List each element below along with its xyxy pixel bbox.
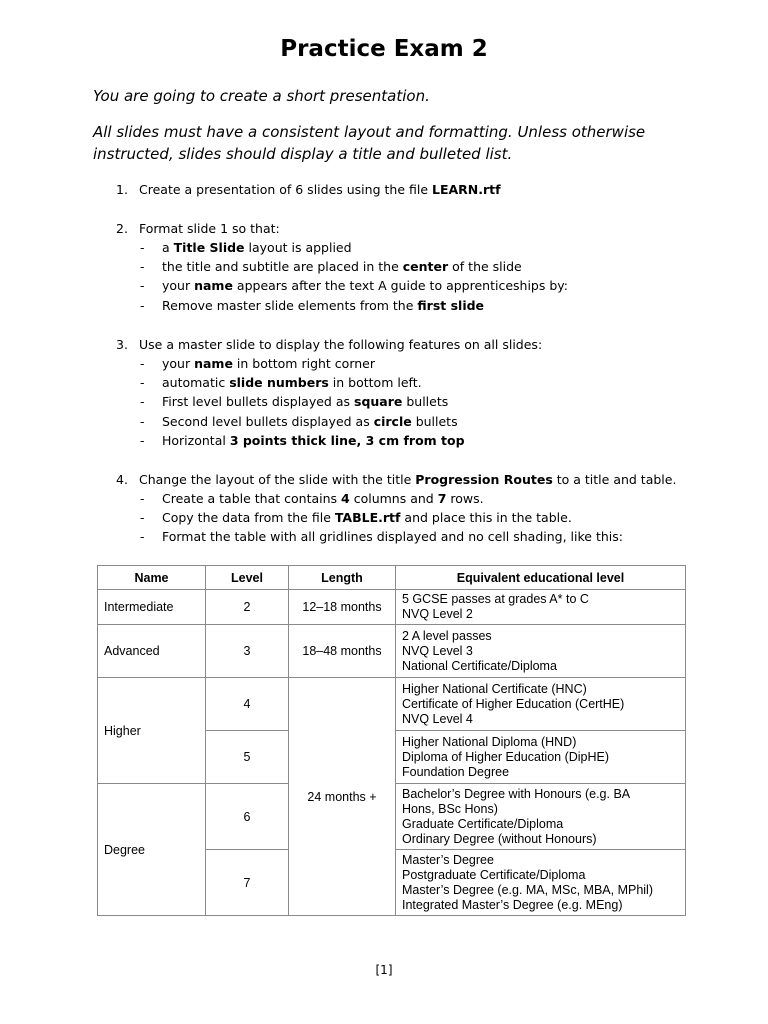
- equivalent-line: NVQ Level 3: [402, 643, 473, 658]
- cell-equivalent: [396, 678, 686, 731]
- page-title: Practice Exam 2: [280, 36, 488, 62]
- text-run: to a title and table.: [552, 472, 677, 487]
- dash-bullet: -: [140, 259, 145, 275]
- text-run: First level bullets displayed as: [162, 394, 354, 410]
- dash-bullet: -: [140, 394, 145, 410]
- instruction-text: [139, 182, 501, 197]
- cell-equivalent: [396, 784, 686, 850]
- text-run: your: [162, 356, 195, 371]
- equivalent-line: Graduate Certificate/Diploma: [402, 816, 564, 831]
- text-run: rows.: [446, 491, 484, 506]
- cell-level: 3: [206, 625, 289, 678]
- bold-text: 7: [437, 491, 447, 506]
- sub-instruction-text: [162, 433, 465, 448]
- cell-length: 12–18 months: [289, 590, 396, 625]
- dash-bullet: -: [140, 510, 145, 526]
- cell-level: 2: [206, 590, 289, 625]
- text-run: Use a master slide to display the following features on all slides:: [139, 337, 543, 352]
- sub-instruction-text: [162, 491, 484, 506]
- text-run: Create a presentation of 6 slides using the file: [139, 182, 432, 197]
- text-run: a: [162, 240, 174, 255]
- text-run: bullets: [411, 413, 458, 429]
- sub-instruction-text: [162, 298, 484, 313]
- text-run: the title and subtitle are placed in the: [162, 259, 403, 275]
- instruction-text: [139, 472, 676, 487]
- instruction-number: 3.: [116, 337, 128, 352]
- sub-instruction-text: [162, 394, 448, 409]
- cell-level: 4: [206, 678, 289, 731]
- header-level: Level: [206, 566, 289, 590]
- equivalent-line: Higher National Diploma (HND): [402, 734, 577, 749]
- dash-bullet: -: [140, 432, 145, 448]
- equivalent-line: Foundation Degree: [402, 764, 510, 779]
- equivalent-line: Master’s Degree: [402, 852, 494, 867]
- header-length: Length: [289, 566, 396, 590]
- bold-text: Progression Routes: [415, 472, 553, 487]
- cell-equivalent: [396, 590, 686, 625]
- equivalent-line: Higher National Certificate (HNC): [402, 681, 587, 696]
- text-run: bullets: [402, 394, 449, 410]
- cell-name: Higher: [98, 678, 206, 784]
- bold-text: Title Slide: [173, 240, 245, 255]
- equivalent-line: NVQ Level 2: [402, 607, 473, 621]
- dash-bullet: -: [140, 240, 145, 255]
- equivalent-line: Bachelor’s Degree with Honours (e.g. BA: [402, 786, 631, 801]
- cell-level: 5: [206, 731, 289, 784]
- equivalent-line: Ordinary Degree (without Honours): [402, 831, 597, 846]
- sub-instruction-text: [162, 375, 422, 390]
- cell-level: 7: [206, 850, 289, 916]
- text-run: automatic: [162, 375, 230, 391]
- sub-instruction-text: [162, 259, 522, 274]
- table-row: [98, 625, 686, 678]
- dash-bullet: -: [140, 278, 145, 294]
- cell-equivalent: [396, 625, 686, 678]
- dash-bullet: -: [140, 356, 145, 371]
- instruction-text: [139, 337, 542, 352]
- instruction-number: 4.: [116, 472, 128, 487]
- equivalent-line: Diploma of Higher Education (DipHE): [402, 749, 610, 764]
- sub-instruction-text: [162, 278, 568, 293]
- dash-bullet: -: [140, 297, 145, 313]
- text-run: Format the table with all gridlines displayed and no cell shading, like this:: [162, 529, 623, 545]
- bold-text: 3 points thick line, 3 cm from top: [229, 432, 465, 448]
- sub-instruction-text: [162, 510, 572, 525]
- bold-text: TABLE.rtf: [334, 510, 401, 526]
- page-number: [1]: [375, 963, 393, 977]
- equivalent-line: NVQ Level 4: [402, 711, 473, 726]
- header-name: Name: [98, 566, 206, 590]
- instruction-text: [139, 221, 280, 236]
- equivalent-line: 2 A level passes: [402, 628, 492, 643]
- cell-equivalent: [396, 731, 686, 784]
- bold-text: LEARN.rtf: [432, 182, 501, 197]
- text-run: Format slide 1 so that:: [139, 221, 280, 236]
- equivalent-line: Certificate of Higher Education (CertHE): [402, 696, 625, 711]
- bold-text: 4: [341, 491, 350, 506]
- dash-bullet: -: [140, 413, 145, 429]
- equivalent-line: Integrated Master’s Degree (e.g. MEng): [402, 897, 623, 912]
- text-run: Second level bullets displayed as: [162, 413, 374, 429]
- cell-length: 18–48 months: [289, 625, 396, 678]
- text-run: Copy the data from the file: [162, 510, 335, 526]
- text-run: of the slide: [448, 259, 522, 275]
- bold-text: name: [194, 278, 233, 294]
- text-run: in bottom right corner: [232, 356, 375, 371]
- text-run: Change the layout of the slide with the title: [139, 472, 416, 487]
- dash-bullet: -: [140, 491, 145, 506]
- cell-length: 24 months +: [289, 678, 396, 916]
- cell-name: Degree: [98, 784, 206, 916]
- cell-name: Advanced: [98, 625, 206, 678]
- text-run: your: [162, 278, 195, 294]
- header-equivalent: Equivalent educational level: [396, 566, 686, 590]
- instruction-number: 1.: [116, 182, 128, 197]
- sub-instruction-text: [162, 529, 623, 544]
- cell-level: 6: [206, 784, 289, 850]
- text-run: layout is applied: [244, 240, 352, 255]
- equivalent-line: Hons, BSc Hons): [402, 801, 498, 816]
- text-run: Remove master slide elements from the: [162, 297, 418, 313]
- bold-text: square: [354, 394, 403, 410]
- equivalent-line: 5 GCSE passes at grades A* to C: [402, 592, 589, 606]
- sub-instruction-text: [162, 356, 375, 371]
- bold-text: slide numbers: [229, 375, 329, 391]
- bold-text: first slide: [417, 297, 485, 313]
- intro-line-1: You are going to create a short presentation.: [93, 87, 430, 105]
- equivalent-line: National Certificate/Diploma: [402, 658, 557, 673]
- cell-name: Intermediate: [98, 590, 206, 625]
- equivalent-line: Postgraduate Certificate/Diploma: [402, 867, 586, 882]
- cell-equivalent: [396, 850, 686, 916]
- dash-bullet: -: [140, 375, 145, 391]
- text-run: Create a table that contains: [162, 491, 342, 506]
- instruction-number: 2.: [116, 221, 128, 236]
- text-run: and place this in the table.: [400, 510, 572, 526]
- equivalent-line: Master’s Degree (e.g. MA, MSc, MBA, MPhil): [402, 882, 653, 897]
- text-run: in bottom left.: [328, 375, 422, 391]
- bold-text: circle: [373, 413, 412, 429]
- text-run: columns and: [349, 491, 438, 506]
- table-row: [98, 678, 686, 731]
- text-run: Horizontal: [162, 432, 230, 448]
- text-run: appears after the text A guide to apprenticeships by:: [232, 278, 568, 294]
- table-row: [98, 590, 686, 625]
- bold-text: name: [194, 356, 233, 371]
- progression-table: [97, 565, 686, 916]
- table-header-row: [98, 566, 686, 590]
- dash-bullet: -: [140, 529, 145, 545]
- sub-instruction-text: [162, 414, 458, 429]
- sub-instruction-text: [162, 240, 352, 255]
- bold-text: center: [402, 259, 449, 275]
- intro-line-2: All slides must have a consistent layout and formatting. Unless otherwise instructed, slides should display a title and bulleted list.: [93, 123, 646, 163]
